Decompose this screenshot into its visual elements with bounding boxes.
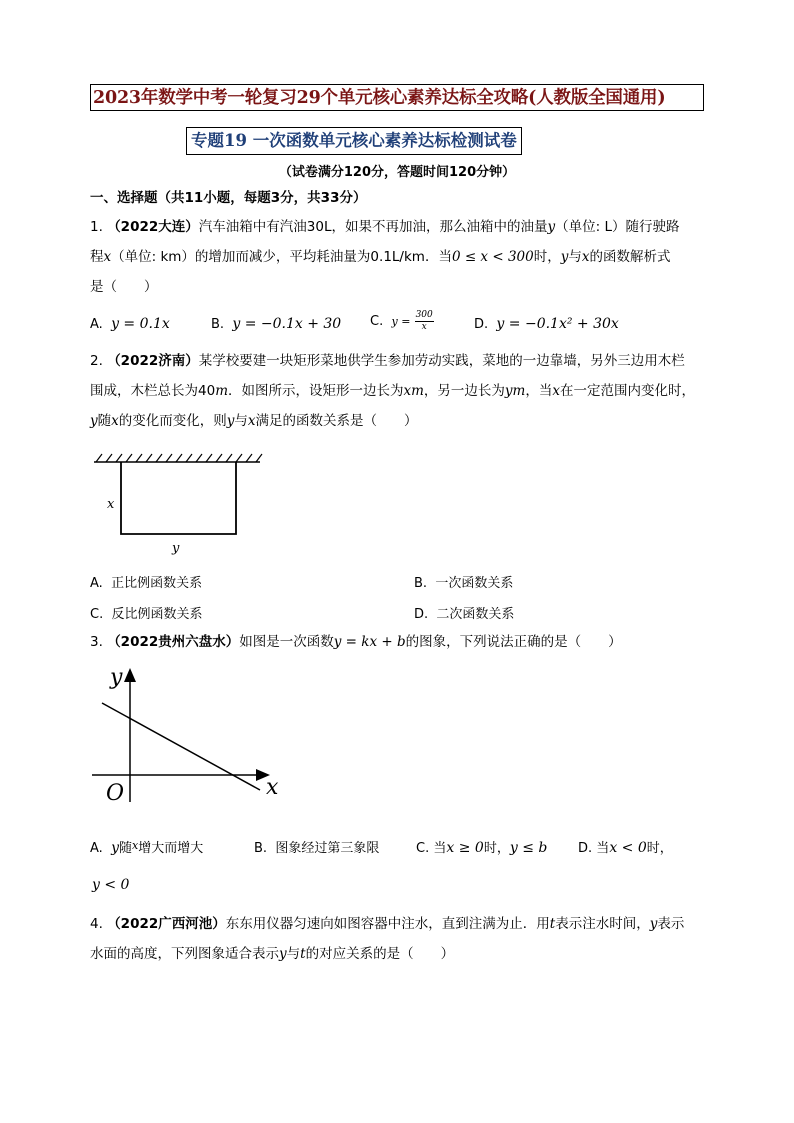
section-heading: 一、选择题（共11小题，每题3分，共33分） <box>90 190 367 206</box>
option-label: B. <box>211 317 225 332</box>
q3-text-b: 的图象，下列说法正确的是（ ） <box>405 634 622 650</box>
q1-text-2b: （单位: km）的增加而减少，平均耗油量为0.1L/km．当 <box>111 249 452 265</box>
q1-text-2a: 程 <box>90 249 104 265</box>
q2-option-a <box>90 572 202 591</box>
q3-option-d <box>578 837 673 856</box>
option-value: 二次函数关系 <box>436 607 515 622</box>
function-line <box>102 703 260 790</box>
q1-var-y-2: y <box>560 249 569 265</box>
q1-number: 1. <box>90 219 103 235</box>
q1-source: （2022大连） <box>107 219 199 235</box>
q4-var-y: y <box>649 916 658 932</box>
option-condition: x < 0 <box>609 840 647 856</box>
option-text: 当 <box>596 841 610 856</box>
exam-note: （试卷满分120分，答题时间120分钟） <box>278 165 516 180</box>
q2-var-x-3: x <box>247 413 256 429</box>
q2-var-y-2: y <box>226 413 235 429</box>
q2-text-3d: 满足的函数关系是（ ） <box>255 413 418 429</box>
q1-option-b <box>211 316 341 332</box>
origin-label: O <box>106 781 125 806</box>
q3-number: 3. <box>90 634 103 650</box>
q4-var-t-2: t <box>300 946 306 962</box>
q1-var-x: x <box>103 249 112 265</box>
option-label: D. <box>474 317 489 332</box>
q2-text-3a: 随 <box>97 413 112 429</box>
q4-text-1a: 东东用仪器匀速向如图容器中注水，直到注满为止．用 <box>225 916 550 932</box>
option-result: y ≤ b <box>509 840 548 856</box>
option-var-y: y <box>111 840 119 856</box>
option-value: y = <box>391 315 411 328</box>
q1-text-2c: 时， <box>533 249 561 265</box>
option-label: B. <box>414 576 428 591</box>
q4-var-y-2: y <box>279 946 287 962</box>
question-4 <box>90 909 705 969</box>
q3-option-b <box>254 837 379 856</box>
q2-text-3c: 与 <box>234 413 248 429</box>
q3-function: y = kx + b <box>333 634 406 650</box>
wall-hatching <box>96 454 262 462</box>
q1-var-y: y <box>547 219 556 235</box>
q2-option-d <box>414 603 514 622</box>
q4-text-2c: 的对应关系的是（ ） <box>305 946 455 962</box>
q4-text-2b: 与 <box>286 946 301 962</box>
q3-option-a <box>90 837 203 856</box>
y-axis-arrow <box>124 668 136 682</box>
q3-option-d-result <box>92 877 129 893</box>
q1-text-3: 是（ ） <box>90 279 158 295</box>
sub-title: 专题19 一次函数单元核心素养达标检测试卷 <box>186 127 522 155</box>
q1-var-x-2: x <box>581 249 590 265</box>
q4-source: （2022广西河池） <box>107 916 226 932</box>
option-value: y = −0.1x² + 30x <box>496 316 619 332</box>
q3-text-a: 如图是一次函数 <box>239 634 334 650</box>
q1-text-2e: 的函数解析式 <box>589 249 671 265</box>
q4-text-2a: 水面的高度，下列图象适合表示 <box>90 946 279 962</box>
option-value: 反比例函数关系 <box>111 607 203 622</box>
q2-number: 2. <box>90 353 103 369</box>
option-value: y = −0.1x + 30 <box>232 316 342 332</box>
option-condition: x ≥ 0 <box>446 840 484 856</box>
y-axis-label: y <box>110 665 123 690</box>
option-text-mid: 时， <box>483 841 510 856</box>
q3-graph-figure <box>90 662 290 808</box>
option-value: 图象经过第三象限 <box>275 841 380 856</box>
option-value: 一次函数关系 <box>435 576 514 591</box>
q4-text-1c: 表示 <box>657 916 685 932</box>
option-text: 随 <box>118 841 132 856</box>
q2-unit-m: m <box>215 383 228 399</box>
q1-text-2d: 与 <box>568 249 582 265</box>
option-label: A. <box>90 576 103 591</box>
question-2 <box>90 346 705 436</box>
option-label: C. <box>370 314 384 329</box>
side-label-x: x <box>107 497 115 512</box>
option-label: A. <box>90 317 103 332</box>
fraction-denominator: x <box>421 322 427 332</box>
q4-text-1b: 表示注水时间， <box>555 916 650 932</box>
q2-source: （2022济南） <box>107 353 199 369</box>
option-label: C. <box>90 607 104 622</box>
question-1 <box>90 212 705 302</box>
q2-var-y: y <box>90 413 98 429</box>
fraction-numerator: 300 <box>415 310 433 320</box>
q2-text-2c: ，另一边长为 <box>423 383 505 399</box>
question-3 <box>90 627 705 657</box>
q2-xm: xm <box>403 383 424 399</box>
fraction <box>415 310 434 333</box>
q1-option-a <box>90 316 170 332</box>
option-value: y = 0.1x <box>111 316 170 332</box>
option-text-end: 增大而增大 <box>138 841 204 856</box>
q2-var-x: x <box>552 383 560 399</box>
q4-number: 4. <box>90 916 103 932</box>
q2-var-x-2: x <box>111 413 119 429</box>
option-label: D. <box>578 841 593 856</box>
q2-text-3b: 的变化而变化，则 <box>118 413 227 429</box>
q2-ym: ym <box>504 383 526 399</box>
q2-text-2d: ，当 <box>525 383 553 399</box>
q1-option-c <box>370 310 434 333</box>
q4-var-t: t <box>549 916 556 932</box>
q2-option-c <box>90 603 203 622</box>
q2-text-2e: 在一定范围内变化时， <box>559 383 695 399</box>
main-title: 2023年数学中考一轮复习29个单元核心素养达标全攻略(人教版全国通用) <box>90 84 704 111</box>
x-axis-label: x <box>266 775 279 800</box>
q2-text-2a: 围成，木栏总长为40 <box>90 383 216 399</box>
q1-option-d <box>474 316 619 332</box>
q1-text-1: 汽车油箱中有汽油30L，如果不再加油，那么油箱中的油量 <box>198 219 548 235</box>
option-label: B. <box>254 841 268 856</box>
q2-text-1: 某学校要建一块矩形菜地供学生参加劳动实践，菜地的一边靠墙，另外三边用木栏 <box>198 353 685 369</box>
q3-source: （2022贵州六盘水） <box>107 634 240 650</box>
option-result: y < 0 <box>92 877 130 893</box>
option-label: C. <box>416 841 430 856</box>
option-value: 正比例函数关系 <box>111 576 203 591</box>
option-text: 当 <box>433 841 447 856</box>
q1-condition: 0 ≤ x < 300 <box>451 249 534 265</box>
fence-lines <box>121 462 236 534</box>
option-text-mid: 时， <box>646 841 673 856</box>
q3-option-c <box>416 837 547 856</box>
option-var-x: x <box>132 839 139 852</box>
q2-rectangle-figure <box>88 448 268 560</box>
q2-option-b <box>414 572 513 591</box>
side-label-y: y <box>172 541 180 556</box>
q1-text-1b: （单位: L）随行驶路 <box>555 219 680 235</box>
q2-text-2b: ．如图所示，设矩形一边长为 <box>228 383 404 399</box>
option-label: A. <box>90 841 103 856</box>
option-label: D. <box>414 607 429 622</box>
